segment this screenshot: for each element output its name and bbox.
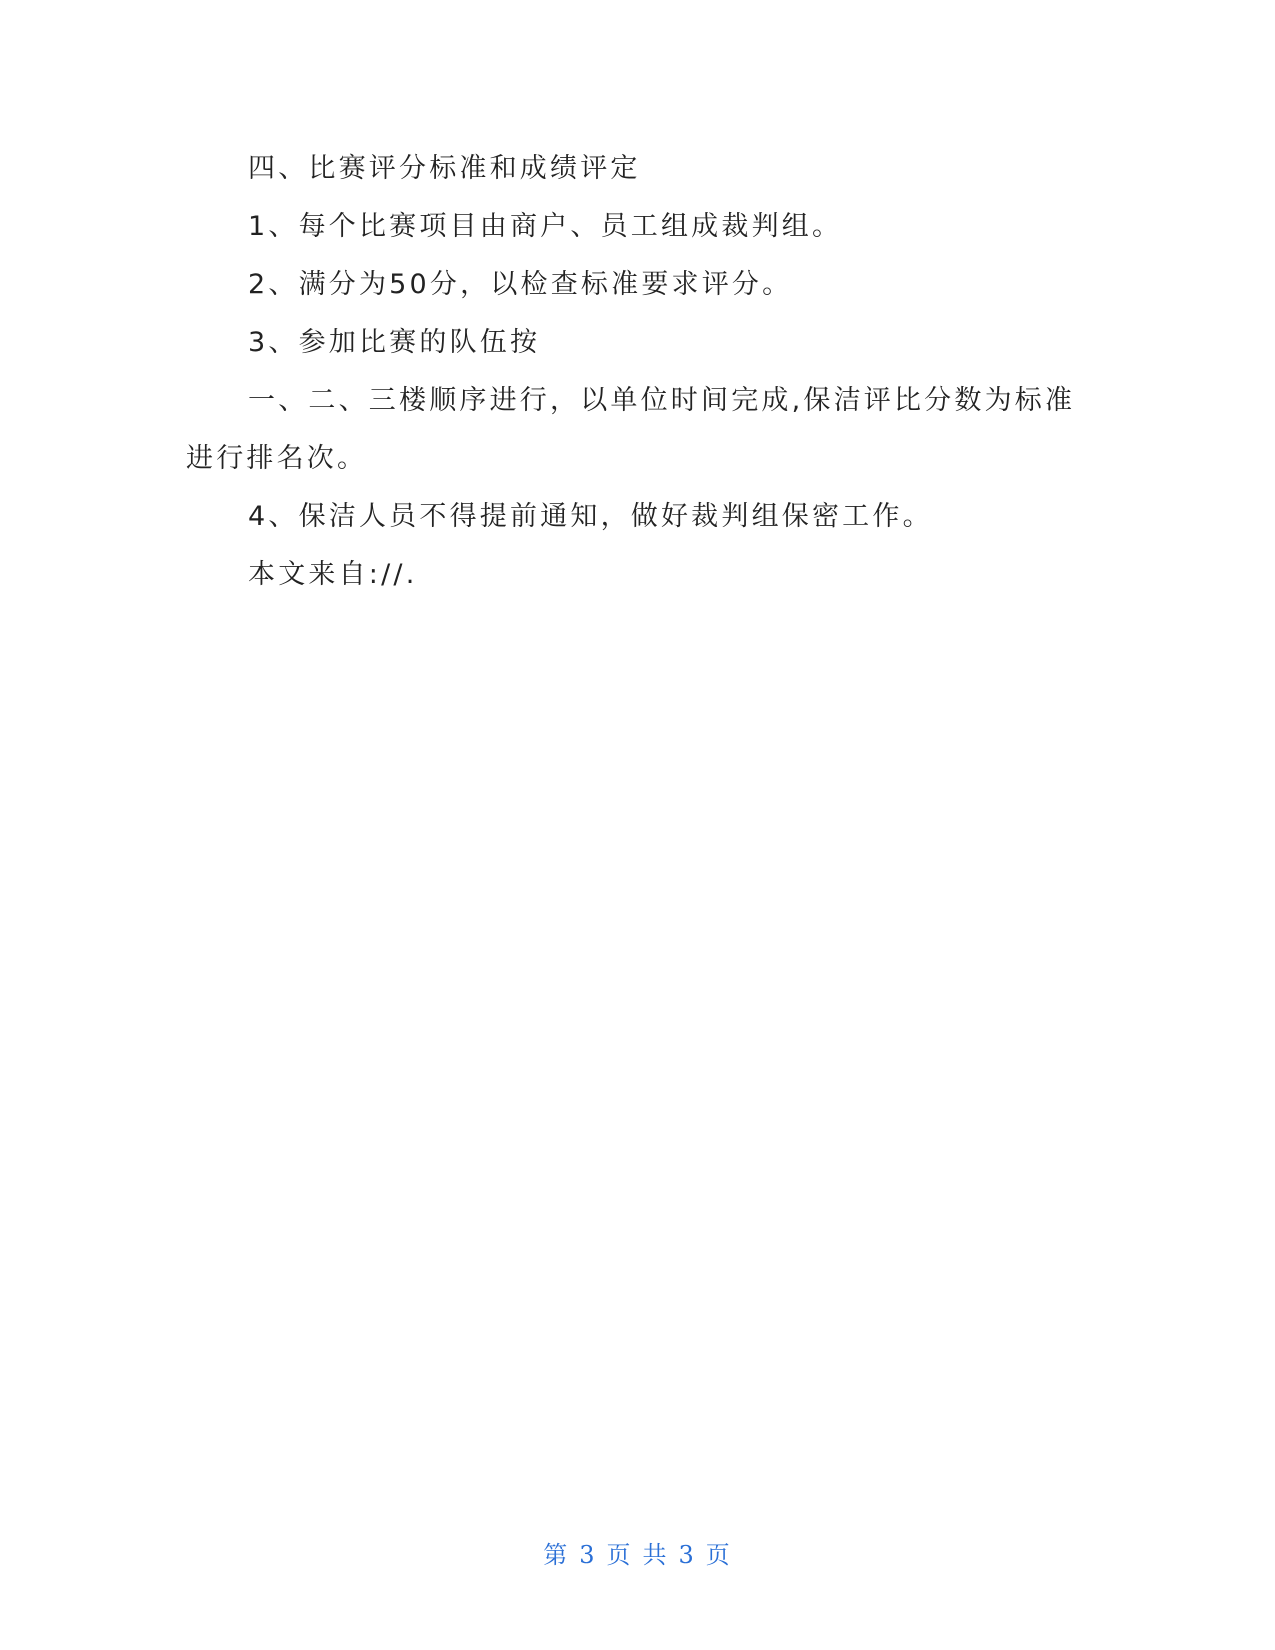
source-line: 本文来自://. [248,559,418,590]
paragraph-item-1: 1、每个比赛项目由商户、员工组成裁判组。 [248,211,843,242]
footer-prefix: 第 [543,1541,570,1569]
paragraph-item-2: 2、满分为50分，以检查标准要求评分。 [248,269,793,300]
footer-current-page: 3 [579,1541,597,1569]
paragraph-item-3: 3、参加比赛的队伍按 [248,327,541,358]
page-footer [0,1535,1275,1570]
footer-page-word: 页 [606,1541,633,1569]
footer-total-prefix: 共 [642,1541,669,1569]
footer-page-word-2: 页 [705,1541,732,1569]
section-heading: 四、比赛评分标准和成绩评定 [248,153,641,184]
paragraph-floor-order: 一、二、三楼顺序进行，以单位时间完成,保洁评比分数为标准进行排名次。 [186,385,1076,474]
paragraph-item-4: 4、保洁人员不得提前通知，做好裁判组保密工作。 [248,501,933,532]
footer-total-pages: 3 [678,1541,696,1569]
document-body [186,140,1086,604]
